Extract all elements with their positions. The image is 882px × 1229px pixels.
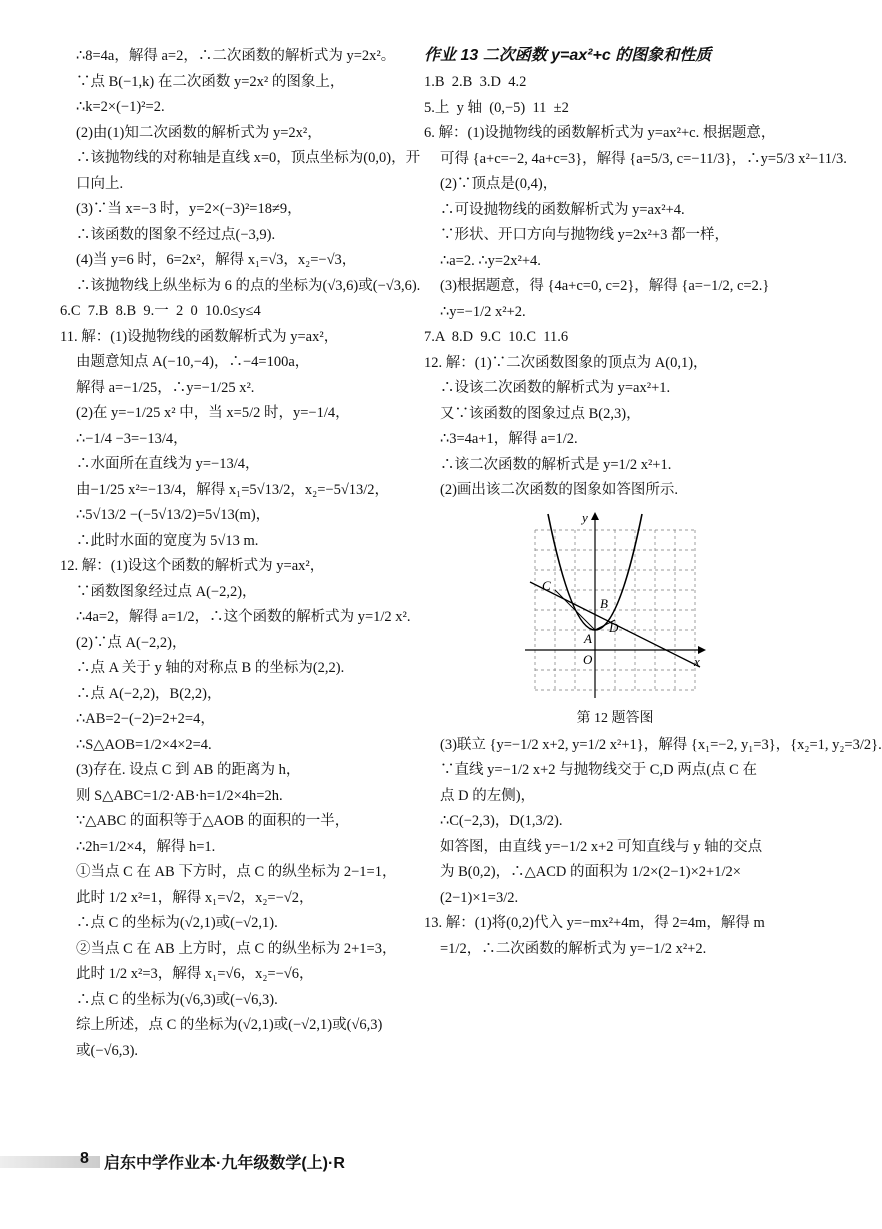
text-line: ∴点 C 的坐标为(√6,3)或(−√6,3). [76,991,278,1008]
text-line: ∵点 B(−1,k) 在二次函数 y=2x² 的图象上， [76,73,345,90]
text-line: (2−1)×1=3/2. [440,889,519,906]
text-line: 或(−√6,3). [76,1042,139,1059]
text-line: 12. 解：(1)∵二次函数图象的顶点为 A(0,1)， [424,354,708,371]
text-line: (3)联立 {y=−1/2 x+2, y=1/2 x²+1}，解得 {x₁=−2, y₁=3}，{x₂=1, y₂=3/2}. [440,736,882,753]
text-line: 为 B(0,2)，∴△ACD 的面积为 1/2×(2−1)×2+1/2× [440,864,741,880]
label-c: C [542,577,551,593]
text-line: 此时 1/2 x²=1，解得 x₁=√2，x₂=−√2， [76,889,314,906]
text-line: ∵直线 y=−1/2 x+2 与抛物线交于 C,D 两点(点 C 在 [440,762,757,778]
y-axis-arrow [591,512,599,520]
text-line: ∴8=4a，解得 a=2，∴二次函数的解析式为 y=2x²。 [76,48,396,64]
text-line: ∴该抛物线的对称轴是直线 x=0，顶点坐标为(0,0)，开 [76,150,421,166]
text-line: ∴k=2×(−1)²=2. [76,99,165,115]
parabola-figure [520,510,710,727]
text-line: ∴2h=1/2×4，解得 h=1. [76,838,216,855]
text-line: 7.A 8.D 9.C 10.C 11.6 [424,329,569,345]
text-line: 6. 解：(1)设抛物线的函数解析式为 y=ax²+c. 根据题意， [424,125,776,141]
text-line: 由题意知点 A(−10,−4)，∴−4=100a， [76,354,310,370]
right-column-part2 [424,733,882,963]
text-line: ∵形状、开口方向与抛物线 y=2x²+3 都一样， [440,227,729,243]
figure-caption: 第 12 题答图 [576,710,654,726]
text-line: =1/2，∴二次函数的解析式为 y=−1/2 x²+2. [440,940,707,957]
text-line: ∴该抛物线上纵坐标为 6 的点的坐标为(√3,6)或(−√3,6). [76,277,421,294]
label-d: D [609,619,619,635]
text-line: 11. 解：(1)设抛物线的函数解析式为 y=ax²， [60,328,339,345]
text-line: ∴该二次函数的解析式是 y=1/2 x²+1. [440,456,672,473]
text-line: (2)∵点 A(−2,2)， [76,634,187,651]
text-line: (3)存在. 设点 C 到 AB 的距离为 h， [76,762,301,778]
page-number: 8 [80,1150,89,1167]
label-b: B [600,595,608,611]
text-line: 12. 解：(1)设这个函数的解析式为 y=ax²， [60,558,325,574]
text-line: ∵函数图象经过点 A(−2,2)， [76,583,257,600]
text-line: ∴AB=2−(−2)=2+2=4， [76,711,215,727]
text-line: ∴点 A 关于 y 轴的对称点 B 的坐标为(2,2). [76,660,345,676]
text-line: 解得 a=−1/25，∴y=−1/25 x². [76,379,255,396]
text-line: (3)根据题意，得 {4a+c=0, c=2}，解得 {a=−1/2, c=2.} [440,278,770,294]
text-line: (2)画出该二次函数的图象如答图所示. [440,482,679,498]
text-line: 1.B 2.B 3.D 4.2 [424,74,527,90]
label-y: y [582,509,588,525]
section-title: 作业 13 二次函数 y=ax²+c 的图象和性质 [424,47,712,64]
text-line: ∴该函数的图象不经过点(−3,9). [76,226,276,243]
text-line: ∴y=−1/2 x²+2. [440,303,526,320]
text-line: ①当点 C 在 AB 下方时，点 C 的纵坐标为 2−1=1， [76,864,397,880]
right-column [424,44,882,962]
text-line: 口向上. [76,175,124,192]
text-line: ∴a=2. ∴y=2x²+4. [440,252,541,269]
text-line: 点 D 的左侧)， [440,787,536,804]
text-line: (2)∵顶点是(0,4)， [440,176,558,192]
text-line: 则 S△ABC=1/2·AB·h=1/2×4h=2h. [76,787,283,804]
text-line: ∴4a=2，解得 a=1/2，∴这个函数的解析式为 y=1/2 x². [76,609,411,625]
text-line: 由−1/25 x²=−13/4，解得 x₁=5√13/2，x₂=−5√13/2， [76,481,390,498]
label-origin: O [583,651,593,667]
text-line: ∴5√13/2 −(−5√13/2)=5√13(m)， [76,507,271,523]
text-line: ∴3=4a+1，解得 a=1/2. [440,431,578,447]
label-x: x [694,653,700,669]
text-line: ∴水面所在直线为 y=−13/4， [76,456,260,472]
text-line: ②当点 C 在 AB 上方时，点 C 的纵坐标为 2+1=3， [76,940,397,957]
book-title: 启东中学作业本·九年级数学(上)·R [104,1155,345,1172]
x-axis-arrow [698,646,706,654]
text-line: 可得 {a+c=−2, 4a+c=3}，解得 {a=5/3, c=−11/3}，∴y=5/3 x²−11/3. [440,150,847,167]
text-line: ∵△ABC 的面积等于△AOB 的面积的一半， [76,813,350,829]
text-line: ∴可设抛物线的函数解析式为 y=ax²+4. [440,201,685,218]
text-line: ∴C(−2,3)，D(1,3/2). [440,813,563,829]
text-line: ∴−1/4 −3=−13/4， [76,430,188,447]
label-a: A [584,630,592,646]
parabola-graph [520,510,710,700]
text-line: 6.C 7.B 8.B 9.一 2 0 10.0≤y≤4 [60,303,261,319]
text-line: 综上所述，点 C 的坐标为(√2,1)或(−√2,1)或(√6,3) [76,1017,383,1033]
text-line: ∴S△AOB=1/2×4×2=4. [76,736,212,753]
text-line: ∴点 A(−2,2)，B(2,2)， [76,685,222,702]
page-footer [48,1150,408,1174]
text-line: ∴设该二次函数的解析式为 y=ax²+1. [440,380,671,396]
text-line: (3)∵当 x=−3 时，y=2×(−3)²=18≠9， [76,201,302,217]
text-line: 如答图，由直线 y=−1/2 x+2 可知直线与 y 轴的交点 [440,838,763,855]
text-line: (4)当 y=6 时，6=2x²，解得 x₁=√3，x₂=−√3， [76,252,357,268]
left-column [60,44,421,1064]
text-line: ∴点 C 的坐标为(√2,1)或(−√2,1). [76,915,278,931]
right-column-part1 [424,70,847,504]
text-line: 5.上 y 轴 (0,−5) 11 ±2 [424,99,569,116]
text-line: 13. 解：(1)将(0,2)代入 y=−mx²+4m，得 2=4m，解得 m [424,915,765,931]
text-line: (2)在 y=−1/25 x² 中，当 x=5/2 时，y=−1/4， [76,405,350,421]
text-line: ∴此时水面的宽度为 5√13 m. [76,532,259,549]
text-line: 此时 1/2 x²=3，解得 x₁=√6，x₂=−√6， [76,966,314,982]
text-line: (2)由(1)知二次函数的解析式为 y=2x²， [76,124,322,141]
text-line: 又∵该函数的图象过点 B(2,3)， [440,405,641,422]
